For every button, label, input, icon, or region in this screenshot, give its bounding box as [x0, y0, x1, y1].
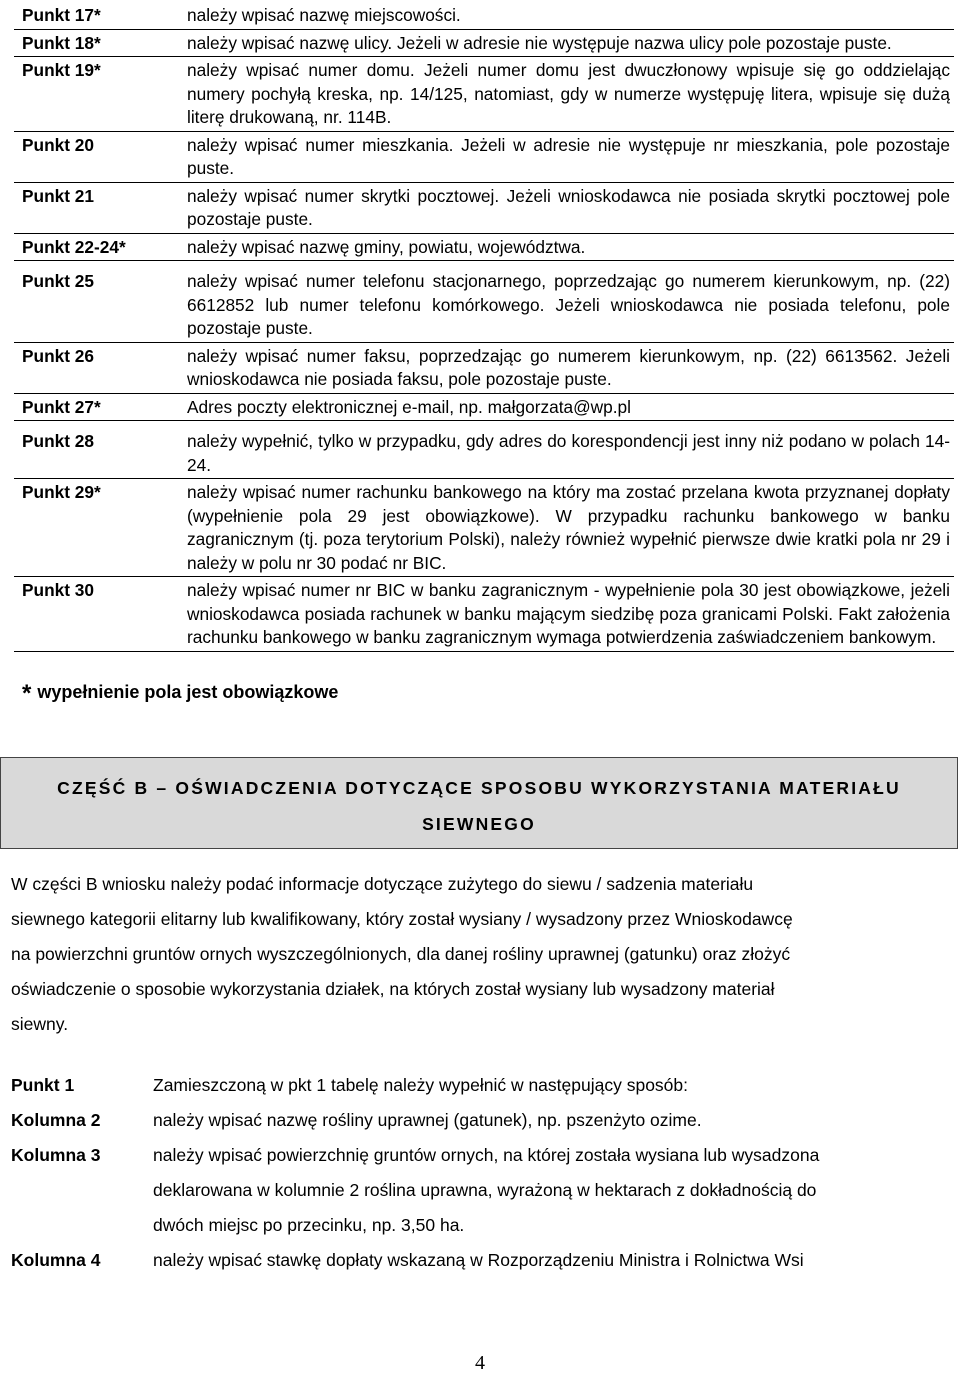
row-text: należy wpisać nazwę ulicy. Jeżeli w adresie nie występuje nazwa ulicy pole pozostaje puste.	[187, 32, 892, 53]
intro-line: siewnego kategorii elitarny lub kwalifikowany, który został wysiany / wysadzony przez Wnioskodawcę	[11, 909, 793, 929]
definition-text: Zamieszczoną w pkt 1 tabelę należy wypełnić w następujący sposób:	[153, 1075, 688, 1095]
table-row	[14, 479, 954, 577]
row-label: Punkt 22-24*	[22, 236, 126, 257]
row-label: Punkt 28	[22, 431, 95, 451]
definition-text: dwóch miejsc po przecinku, np. 3,50 ha.	[153, 1215, 465, 1235]
definition-kolumna-3	[11, 1138, 949, 1243]
row-text: należy wpisać numer faksu, poprzedzając go numerem kierunkowym, np. (22) 6613562. Jeżeli wnioskodawca nie posiada faksu, pole pozostaje puste.	[187, 345, 950, 389]
footnote-star: *	[22, 680, 32, 707]
table-row	[14, 2, 954, 30]
definition-label: Kolumna 3	[11, 1145, 101, 1165]
table-row	[14, 343, 954, 394]
section-title-line1: CZĘŚĆ B – OŚWIADCZENIA DOTYCZĄCE SPOSOBU WYKORZYSTANIA MATERIAŁU	[57, 778, 901, 798]
intro-line: siewny.	[11, 1014, 69, 1034]
row-text: należy wpisać numer telefonu stacjonarnego, poprzedzając go numerem kierunkowym, np. (22) 6612852 lub numer telefonu komórkowego. Jeżeli wnioskodawca nie posiada telefonu, pole pozostaje puste.	[187, 271, 950, 338]
table-row	[14, 183, 954, 234]
row-label: Punkt 17*	[22, 5, 101, 25]
definition-label: Kolumna 2	[11, 1110, 101, 1130]
page-number: 4	[475, 1352, 485, 1374]
row-text: Adres poczty elektronicznej e-mail, np. małgorzata@wp.pl	[187, 396, 632, 417]
intro-line: na powierzchni gruntów ornych wyszczególnionych, dla danej rośliny uprawnej (gatunku) oraz złożyć	[11, 944, 791, 964]
table-row	[14, 421, 954, 479]
definition-kolumna-4	[11, 1243, 949, 1278]
definition-text: należy wpisać nazwę rośliny uprawnej (gatunek), np. pszenżyto ozime.	[153, 1110, 702, 1130]
definition-text: należy wpisać powierzchnię gruntów ornych, na której została wysiana lub wysadzona	[153, 1145, 820, 1165]
row-text: należy wpisać numer mieszkania. Jeżeli w adresie nie występuje nr mieszkania, pole pozostaje puste.	[187, 134, 950, 178]
definition-label: Punkt 1	[11, 1075, 75, 1095]
table-row	[14, 577, 954, 652]
mandatory-footnote	[22, 680, 338, 708]
table-row	[14, 132, 954, 183]
definition-text: deklarowana w kolumnie 2 roślina uprawna, wyrażoną w hektarach z dokładnością do	[153, 1180, 817, 1200]
table-row	[14, 57, 954, 132]
table-row	[14, 30, 954, 58]
row-label: Punkt 19*	[22, 60, 101, 80]
table-row	[14, 261, 954, 343]
section-b-header	[0, 757, 958, 849]
row-text: należy wpisać nazwę miejscowości.	[187, 5, 461, 25]
row-label: Punkt 27*	[22, 396, 101, 417]
row-label: Punkt 18*	[22, 32, 101, 53]
row-label: Punkt 21	[22, 185, 95, 206]
row-label: Punkt 26	[22, 345, 95, 366]
row-label: Punkt 20	[22, 134, 95, 155]
section-title-line2: SIEWNEGO	[422, 814, 536, 834]
intro-line: oświadczenie o sposobie wykorzystania działek, na których został wysiany lub wysadzony materiał	[11, 979, 775, 999]
row-text: należy wpisać numer domu. Jeżeli numer domu jest dwuczłonowy wpisuje się go oddzielając numery pochyłą kreska, np. 14/125, natomiast, gdy w numerze występuję litera, wpisuje się dużą literę drukowaną, nr. 114B.	[187, 60, 950, 127]
row-text: należy wpisać numer rachunku bankowego na który ma zostać przelana kwota przyznanej dopłaty (wypełnienie pola 29 jest obowiązkowe). W przypadku rachunku bankowego w banku zagranicznym (tj. poza terytorium Polski), należy również wypełnić pierwsze dwie kratki pola nr 29 i należy w polu nr 30 podać nr BIC.	[187, 482, 950, 573]
row-label: Punkt 25	[22, 271, 95, 291]
definition-text: należy wpisać stawkę dopłaty wskazaną w Rozporządzeniu Ministra i Rolnictwa Wsi	[153, 1250, 804, 1270]
row-text: należy wpisać numer nr BIC w banku zagranicznym - wypełnienie pola 30 jest obowiązkowe, jeżeli wnioskodawca posiada rachunek w banku mającym siedzibę poza granicami Polski. Fakt założenia rachunku bankowego w banku zagranicznym wymaga potwierdzenia zaświadczeniem bankowym.	[187, 580, 950, 647]
definition-kolumna-2	[11, 1103, 949, 1138]
row-text: należy wpisać numer skrytki pocztowej. Jeżeli wnioskodawca nie posiada skrytki pocztowej pole pozostaje puste.	[187, 185, 950, 229]
definition-punkt-1	[11, 1068, 949, 1103]
footnote-text: wypełnienie pola jest obowiązkowe	[37, 682, 339, 702]
table-row	[14, 234, 954, 262]
intro-paragraph	[11, 867, 949, 1042]
row-label: Punkt 30	[22, 580, 95, 600]
instructions-table	[14, 2, 954, 652]
intro-line: W części B wniosku należy podać informacje dotyczące zużytego do siewu / sadzenia materiału	[11, 874, 754, 894]
table-row	[14, 394, 954, 422]
definition-label: Kolumna 4	[11, 1250, 101, 1270]
row-label: Punkt 29*	[22, 482, 101, 502]
row-text: należy wypełnić, tylko w przypadku, gdy adres do korespondencji jest inny niż podano w polach 14-24.	[187, 431, 950, 475]
row-text: należy wpisać nazwę gminy, powiatu, województwa.	[187, 236, 586, 257]
